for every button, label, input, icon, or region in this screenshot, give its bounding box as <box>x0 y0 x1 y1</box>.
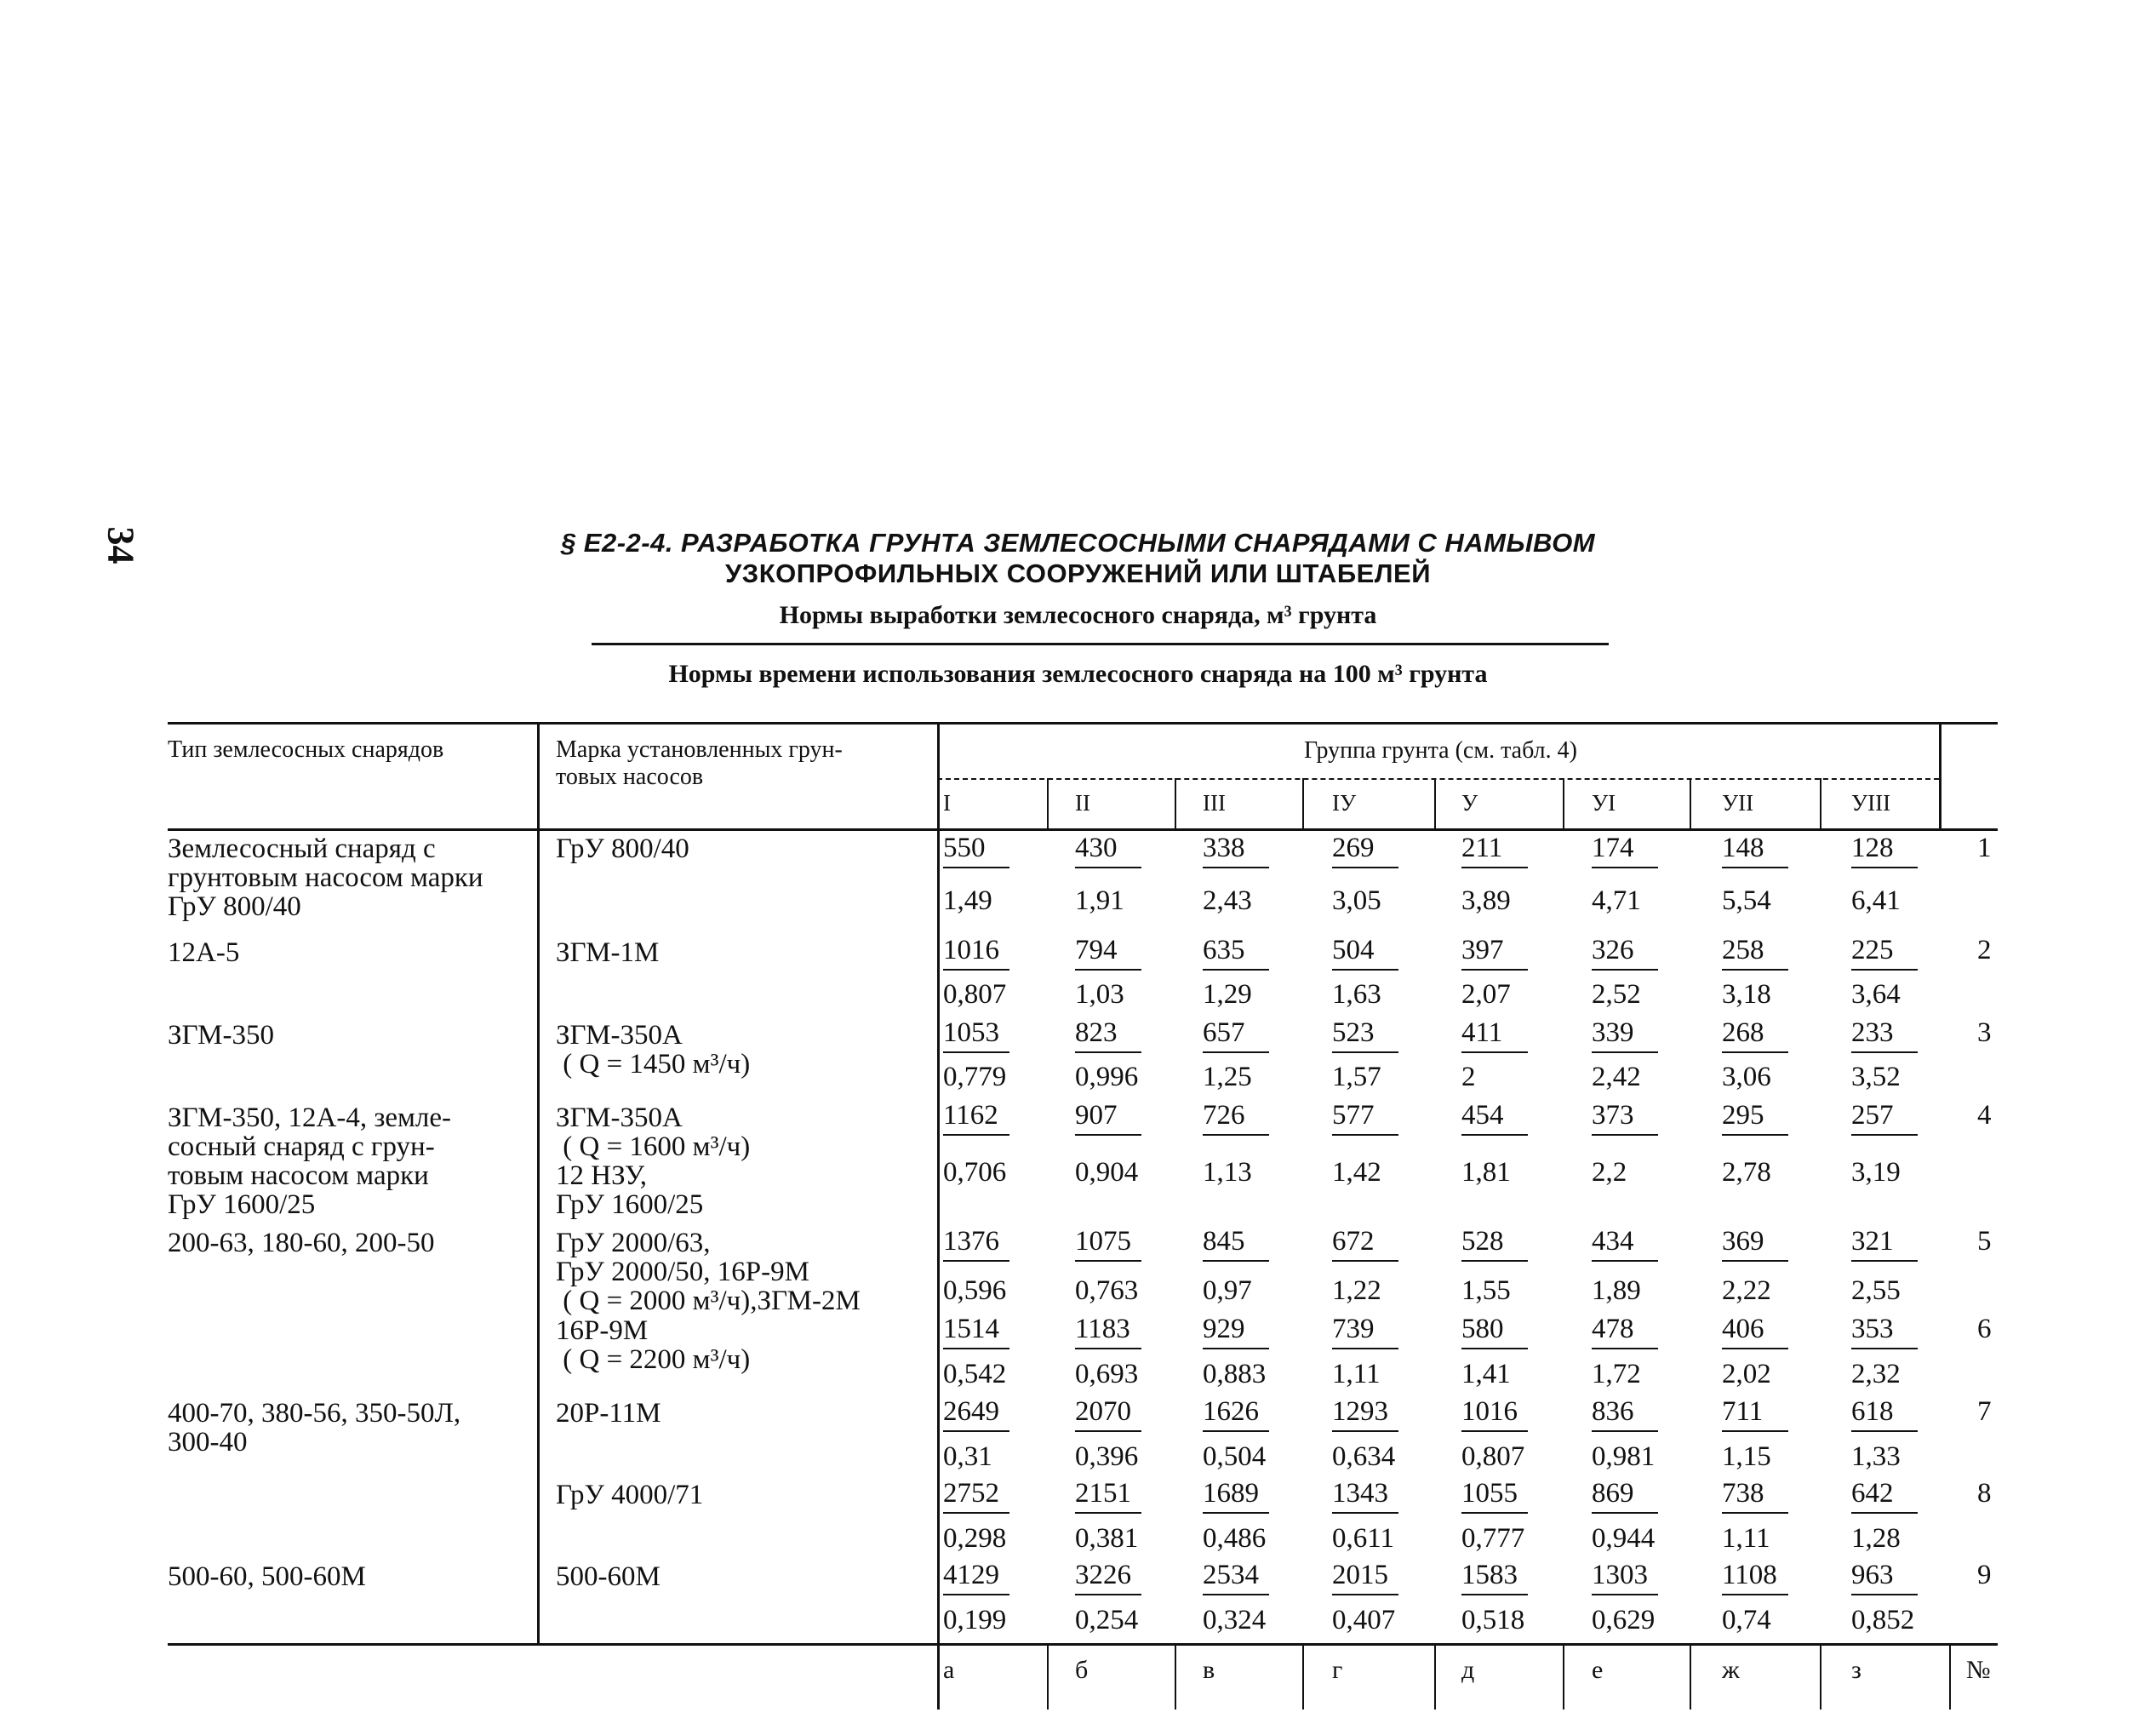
column-letter: в <box>1203 1656 1215 1684</box>
time-norm-value: 0,807 <box>1461 1441 1525 1472</box>
column-divider <box>537 722 540 1643</box>
column-letter: д <box>1461 1656 1475 1684</box>
output-norm-value: 1075 <box>1075 1226 1131 1257</box>
time-norm-value: 1,11 <box>1332 1359 1381 1389</box>
time-norm-value: 0,518 <box>1461 1605 1525 1635</box>
column-letter: а <box>943 1656 955 1684</box>
output-norm-value: 4129 <box>943 1560 999 1590</box>
fraction-bar <box>1461 1051 1528 1053</box>
fraction-bar <box>1203 1594 1269 1595</box>
time-norm-value: 0,706 <box>943 1157 1007 1188</box>
time-norm-value: 2,2 <box>1592 1157 1627 1188</box>
fraction-bar <box>1075 969 1141 971</box>
time-norm-value: 0,74 <box>1722 1605 1771 1635</box>
brand-column-header-2: товых насосов <box>556 764 704 790</box>
output-norm-value: 550 <box>943 833 986 863</box>
output-norm-value: 794 <box>1075 935 1118 965</box>
letter-column-divider <box>1175 1643 1176 1710</box>
soil-group-label: У <box>1461 790 1478 816</box>
letter-column-divider <box>1434 1643 1436 1710</box>
fraction-bar <box>1851 1134 1918 1136</box>
output-norm-value: 823 <box>1075 1017 1118 1048</box>
output-norm-value: 845 <box>1203 1226 1245 1257</box>
time-norm-value: 0,981 <box>1592 1441 1656 1472</box>
fraction-bar <box>1332 1594 1398 1595</box>
output-norm-value: 642 <box>1851 1478 1894 1509</box>
fraction-bar <box>943 1051 1009 1053</box>
time-norm-value: 0,504 <box>1203 1441 1267 1472</box>
time-norm-value: 1,29 <box>1203 979 1252 1010</box>
time-norm-value: 0,298 <box>943 1523 1007 1554</box>
time-norm-value: 2,43 <box>1203 885 1252 916</box>
output-norm-value: 672 <box>1332 1226 1375 1257</box>
time-norm-value: 2,55 <box>1851 1275 1901 1306</box>
fraction-bar <box>943 1348 1009 1349</box>
output-norm-value: 836 <box>1592 1396 1634 1427</box>
output-norm-value: 258 <box>1722 935 1764 965</box>
time-norm-value: 0,254 <box>1075 1605 1139 1635</box>
fraction-bar <box>1075 1051 1141 1053</box>
time-norm-value: 0,542 <box>943 1359 1007 1389</box>
fraction-bar <box>1592 1348 1658 1349</box>
output-norm-value: 1053 <box>943 1017 999 1048</box>
soil-group-header: Группа грунта (см. табл. 4) <box>1304 737 1577 764</box>
output-norm-value: 1055 <box>1461 1478 1518 1509</box>
fraction-bar <box>1332 1260 1398 1262</box>
time-norm-value: 1,28 <box>1851 1523 1901 1554</box>
output-norm-value: 148 <box>1722 833 1764 863</box>
time-norm-value: 2,22 <box>1722 1275 1771 1306</box>
brand-column-header: Марка установленных грун- <box>556 736 843 763</box>
table-bottom-border <box>168 1643 1998 1646</box>
row-number: 4 <box>1977 1100 1992 1131</box>
output-norm-value: 2752 <box>943 1478 999 1509</box>
fraction-bar <box>1203 867 1269 868</box>
row-number: 8 <box>1977 1478 1992 1509</box>
time-norm-value: 0,996 <box>1075 1062 1139 1092</box>
section-title-continued: УЗКОПРОФИЛЬНЫХ СООРУЖЕНИЙ ИЛИ ШТАБЕЛЕЙ <box>725 558 1431 588</box>
fraction-bar <box>943 1134 1009 1136</box>
norm-output-caption: Нормы выработки землесосного снаряда, м³ грунта <box>779 601 1377 629</box>
fraction-bar <box>1332 1051 1398 1053</box>
output-norm-value: 411 <box>1461 1017 1503 1048</box>
fraction-bar <box>1075 1134 1141 1136</box>
time-norm-value: 0,634 <box>1332 1441 1396 1472</box>
group-column-divider <box>1820 778 1821 828</box>
fraction-bar <box>1461 969 1528 971</box>
fraction-divider-rule <box>592 643 1609 645</box>
fraction-bar <box>943 1260 1009 1262</box>
time-norm-value: 1,81 <box>1461 1157 1511 1188</box>
fraction-bar <box>1461 1430 1528 1432</box>
time-norm-value: 1,03 <box>1075 979 1124 1010</box>
row-number: 1 <box>1977 833 1992 863</box>
row-number: 2 <box>1977 935 1992 965</box>
time-norm-value: 1,72 <box>1592 1359 1641 1389</box>
soil-group-label: III <box>1203 790 1226 816</box>
pump-brand: ГрУ 4000/71 <box>556 1480 704 1510</box>
group-column-divider <box>1690 778 1691 828</box>
output-norm-value: 454 <box>1461 1100 1504 1131</box>
page-number: 34 <box>100 526 142 564</box>
fraction-bar <box>1461 1512 1528 1514</box>
output-norm-value: 1293 <box>1332 1396 1388 1427</box>
output-norm-value: 2534 <box>1203 1560 1259 1590</box>
fraction-bar <box>1203 1134 1269 1136</box>
output-norm-value: 577 <box>1332 1100 1375 1131</box>
time-norm-value: 0,396 <box>1075 1441 1139 1472</box>
letter-column-divider <box>1820 1643 1821 1710</box>
output-norm-value: 1626 <box>1203 1396 1259 1427</box>
fraction-bar <box>1203 1051 1269 1053</box>
time-norm-value: 1,91 <box>1075 885 1124 916</box>
output-norm-value: 523 <box>1332 1017 1375 1048</box>
time-norm-value: 0,779 <box>943 1062 1007 1092</box>
time-norm-value: 1,11 <box>1722 1523 1770 1554</box>
time-norm-value: 0,97 <box>1203 1275 1252 1306</box>
fraction-bar <box>1461 1348 1528 1349</box>
column-letter: г <box>1332 1656 1343 1684</box>
column-letter: б <box>1075 1656 1089 1684</box>
dredger-type: 500-60, 500-60М <box>168 1561 366 1592</box>
soil-group-label: II <box>1075 790 1090 816</box>
pump-brand: ЗГМ-350А ( Q = 1450 м³/ч) <box>556 1020 751 1080</box>
fraction-bar <box>1722 1348 1788 1349</box>
column-letter: е <box>1592 1656 1604 1684</box>
time-norm-value: 3,52 <box>1851 1062 1901 1092</box>
time-norm-value: 0,693 <box>1075 1359 1139 1389</box>
group-header-divider <box>937 778 1939 780</box>
column-letter: ж <box>1722 1656 1740 1684</box>
time-norm-value: 1,42 <box>1332 1157 1381 1188</box>
row-number: 5 <box>1977 1226 1992 1257</box>
fraction-bar <box>1851 867 1918 868</box>
fraction-bar <box>1075 867 1141 868</box>
time-norm-value: 1,49 <box>943 885 992 916</box>
time-norm-value: 1,25 <box>1203 1062 1252 1092</box>
output-norm-value: 174 <box>1592 833 1634 863</box>
time-norm-value: 0,883 <box>1203 1359 1267 1389</box>
fraction-bar <box>1592 969 1658 971</box>
letter-column-divider <box>1302 1643 1304 1710</box>
time-norm-value: 6,41 <box>1851 885 1901 916</box>
soil-group-label: I <box>943 790 951 816</box>
column-letter: № <box>1966 1656 1991 1684</box>
output-norm-value: 1376 <box>943 1226 999 1257</box>
time-norm-value: 1,33 <box>1851 1441 1901 1472</box>
type-column-header: Тип землесосных снарядов <box>168 736 444 763</box>
output-norm-value: 1183 <box>1075 1314 1130 1344</box>
time-norm-value: 2,02 <box>1722 1359 1771 1389</box>
output-norm-value: 3226 <box>1075 1560 1131 1590</box>
fraction-bar <box>1592 1260 1658 1262</box>
time-norm-value: 2,32 <box>1851 1359 1901 1389</box>
time-norm-value: 0,629 <box>1592 1605 1656 1635</box>
header-bottom-border <box>168 828 1998 831</box>
group-column-divider <box>1302 778 1304 828</box>
time-norm-value: 2,42 <box>1592 1062 1641 1092</box>
fraction-bar <box>943 1430 1009 1432</box>
output-norm-value: 738 <box>1722 1478 1764 1509</box>
time-norm-value: 1,63 <box>1332 979 1381 1010</box>
time-norm-value: 0,777 <box>1461 1523 1525 1554</box>
output-norm-value: 618 <box>1851 1396 1894 1427</box>
output-norm-value: 2015 <box>1332 1560 1388 1590</box>
pump-brand: 500-60М <box>556 1561 661 1592</box>
soil-group-label: IУ <box>1332 790 1357 816</box>
output-norm-value: 295 <box>1722 1100 1764 1131</box>
fraction-bar <box>1851 1260 1918 1262</box>
letter-column-divider <box>1949 1643 1951 1710</box>
letter-column-divider <box>1047 1643 1049 1710</box>
time-norm-value: 3,05 <box>1332 885 1381 916</box>
output-norm-value: 225 <box>1851 935 1894 965</box>
output-norm-value: 2649 <box>943 1396 999 1427</box>
dredger-type: 400-70, 380-56, 350-50Л, 300-40 <box>168 1398 461 1458</box>
output-norm-value: 397 <box>1461 935 1504 965</box>
fraction-bar <box>1332 867 1398 868</box>
output-norm-value: 1108 <box>1722 1560 1777 1590</box>
time-norm-value: 0,31 <box>943 1441 992 1472</box>
table-top-border <box>168 722 1998 725</box>
fraction-bar <box>1461 867 1528 868</box>
output-norm-value: 1343 <box>1332 1478 1388 1509</box>
dredger-type: Землесосный снаряд с грунтовым насосом марки ГрУ 800/40 <box>168 833 483 922</box>
dredger-type: ЗГМ-350 <box>168 1020 275 1051</box>
output-norm-value: 2070 <box>1075 1396 1131 1427</box>
dredger-type: ЗГМ-350, 12А-4, земле- сосный снаряд с грун- товым насосом марки ГрУ 1600/25 <box>168 1103 451 1220</box>
fraction-bar <box>1461 1260 1528 1262</box>
output-norm-value: 657 <box>1203 1017 1245 1048</box>
output-norm-value: 528 <box>1461 1226 1504 1257</box>
time-norm-value: 5,54 <box>1722 885 1771 916</box>
time-norm-value: 2,78 <box>1722 1157 1771 1188</box>
output-norm-value: 635 <box>1203 935 1245 965</box>
fraction-bar <box>1851 969 1918 971</box>
time-norm-value: 1,13 <box>1203 1157 1252 1188</box>
output-norm-value: 1689 <box>1203 1478 1259 1509</box>
time-norm-value: 3,89 <box>1461 885 1511 916</box>
output-norm-value: 963 <box>1851 1560 1894 1590</box>
group-column-divider <box>1563 778 1564 828</box>
output-norm-value: 269 <box>1332 833 1375 863</box>
fraction-bar <box>1075 1430 1141 1432</box>
fraction-bar <box>1722 1051 1788 1053</box>
output-norm-value: 1303 <box>1592 1560 1648 1590</box>
time-norm-value: 0,381 <box>1075 1523 1139 1554</box>
pump-brand: ГрУ 2000/63, ГрУ 2000/50, 16Р-9М ( Q = 2000 м³/ч),ЗГМ-2М <box>556 1228 861 1316</box>
group-column-divider <box>1175 778 1176 828</box>
group-column-divider <box>1434 778 1436 828</box>
time-norm-value: 3,64 <box>1851 979 1901 1010</box>
time-norm-value: 0,486 <box>1203 1523 1267 1554</box>
time-norm-value: 0,407 <box>1332 1605 1396 1635</box>
fraction-bar <box>1592 1134 1658 1136</box>
time-norm-value: 0,944 <box>1592 1523 1656 1554</box>
pump-brand: ГрУ 800/40 <box>556 833 689 864</box>
fraction-bar <box>943 1512 1009 1514</box>
pump-brand: ЗГМ-1М <box>556 937 660 968</box>
column-letter: з <box>1851 1656 1861 1684</box>
fraction-bar <box>1851 1512 1918 1514</box>
time-norm-value: 0,199 <box>943 1605 1007 1635</box>
time-norm-value: 0,324 <box>1203 1605 1267 1635</box>
pump-brand: 20Р-11М <box>556 1398 661 1429</box>
row-number: 3 <box>1977 1017 1992 1048</box>
output-norm-value: 353 <box>1851 1314 1894 1344</box>
fraction-bar <box>1075 1260 1141 1262</box>
fraction-bar <box>1592 1512 1658 1514</box>
time-norm-value: 1,55 <box>1461 1275 1511 1306</box>
fraction-bar <box>1851 1051 1918 1053</box>
norm-time-caption: Нормы времени использования землесосного снаряда на 100 м³ грунта <box>668 660 1488 688</box>
output-norm-value: 504 <box>1332 935 1375 965</box>
time-norm-value: 1,57 <box>1332 1062 1381 1092</box>
time-norm-value: 3,06 <box>1722 1062 1771 1092</box>
output-norm-value: 580 <box>1461 1314 1504 1344</box>
soil-group-label: УII <box>1722 790 1754 816</box>
section-title: § Е2-2-4. РАЗРАБОТКА ГРУНТА ЗЕМЛЕСОСНЫМИ СНАРЯДАМИ С НАМЫВОМ <box>560 528 1596 558</box>
fraction-bar <box>1075 1594 1141 1595</box>
output-norm-value: 211 <box>1461 833 1503 863</box>
letter-column-divider <box>1690 1643 1691 1710</box>
output-norm-value: 739 <box>1332 1314 1375 1344</box>
time-norm-value: 3,19 <box>1851 1157 1901 1188</box>
output-norm-value: 268 <box>1722 1017 1764 1048</box>
fraction-bar <box>1592 867 1658 868</box>
output-norm-value: 869 <box>1592 1478 1634 1509</box>
output-norm-value: 907 <box>1075 1100 1118 1131</box>
output-norm-value: 711 <box>1722 1396 1764 1427</box>
fraction-bar <box>1203 1512 1269 1514</box>
fraction-bar <box>1203 969 1269 971</box>
fraction-bar <box>1851 1348 1918 1349</box>
fraction-bar <box>1722 969 1788 971</box>
output-norm-value: 1162 <box>943 1100 998 1131</box>
output-norm-value: 233 <box>1851 1017 1894 1048</box>
output-norm-value: 339 <box>1592 1017 1634 1048</box>
fraction-bar <box>1592 1051 1658 1053</box>
fraction-bar <box>1203 1348 1269 1349</box>
fraction-bar <box>1203 1260 1269 1262</box>
time-norm-value: 0,611 <box>1332 1523 1395 1554</box>
output-norm-value: 478 <box>1592 1314 1634 1344</box>
time-norm-value: 0,807 <box>943 979 1007 1010</box>
time-norm-value: 0,763 <box>1075 1275 1139 1306</box>
fraction-bar <box>1722 867 1788 868</box>
time-norm-value: 0,596 <box>943 1275 1007 1306</box>
fraction-bar <box>1722 1134 1788 1136</box>
time-norm-value: 0,904 <box>1075 1157 1139 1188</box>
row-number: 7 <box>1977 1396 1992 1427</box>
fraction-bar <box>943 867 1009 868</box>
row-number: 6 <box>1977 1314 1992 1344</box>
output-norm-value: 1016 <box>943 935 999 965</box>
output-norm-value: 1016 <box>1461 1396 1518 1427</box>
time-norm-value: 3,18 <box>1722 979 1771 1010</box>
output-norm-value: 1583 <box>1461 1560 1518 1590</box>
soil-group-label: УI <box>1592 790 1616 816</box>
fraction-bar <box>1722 1512 1788 1514</box>
fraction-bar <box>1075 1348 1141 1349</box>
fraction-bar <box>1592 1594 1658 1595</box>
time-norm-value: 1,89 <box>1592 1275 1641 1306</box>
fraction-bar <box>1461 1594 1528 1595</box>
output-norm-value: 373 <box>1592 1100 1634 1131</box>
output-norm-value: 929 <box>1203 1314 1245 1344</box>
dredger-type: 12А-5 <box>168 937 240 968</box>
group-column-divider <box>1047 778 1049 828</box>
time-norm-value: 4,71 <box>1592 885 1641 916</box>
output-norm-value: 369 <box>1722 1226 1764 1257</box>
fraction-bar <box>1461 1134 1528 1136</box>
fraction-bar <box>1332 1134 1398 1136</box>
fraction-bar <box>1332 1348 1398 1349</box>
fraction-bar <box>1332 1512 1398 1514</box>
fraction-bar <box>1203 1430 1269 1432</box>
time-norm-value: 2 <box>1461 1062 1476 1092</box>
output-norm-value: 2151 <box>1075 1478 1131 1509</box>
fraction-bar <box>1722 1260 1788 1262</box>
fraction-bar <box>943 1594 1009 1595</box>
output-norm-value: 430 <box>1075 833 1118 863</box>
column-divider <box>937 722 940 1710</box>
output-norm-value: 406 <box>1722 1314 1764 1344</box>
time-norm-value: 2,52 <box>1592 979 1641 1010</box>
fraction-bar <box>943 969 1009 971</box>
fraction-bar <box>1332 1430 1398 1432</box>
fraction-bar <box>1592 1430 1658 1432</box>
fraction-bar <box>1332 969 1398 971</box>
time-norm-value: 1,15 <box>1722 1441 1771 1472</box>
output-norm-value: 434 <box>1592 1226 1634 1257</box>
pump-brand: ЗГМ-350А ( Q = 1600 м³/ч) 12 НЗУ, ГрУ 1600/25 <box>556 1103 751 1220</box>
dredger-type: 200-63, 180-60, 200-50 <box>168 1228 435 1258</box>
time-norm-value: 1,22 <box>1332 1275 1381 1306</box>
time-norm-value: 1,41 <box>1461 1359 1511 1389</box>
output-norm-value: 1514 <box>943 1314 999 1344</box>
output-norm-value: 726 <box>1203 1100 1245 1131</box>
time-norm-value: 2,07 <box>1461 979 1511 1010</box>
output-norm-value: 128 <box>1851 833 1894 863</box>
output-norm-value: 257 <box>1851 1100 1894 1131</box>
output-norm-value: 321 <box>1851 1226 1894 1257</box>
fraction-bar <box>1722 1430 1788 1432</box>
fraction-bar <box>1851 1594 1918 1595</box>
time-norm-value: 0,852 <box>1851 1605 1915 1635</box>
output-norm-value: 326 <box>1592 935 1634 965</box>
fraction-bar <box>1851 1430 1918 1432</box>
letter-column-divider <box>1563 1643 1564 1710</box>
fraction-bar <box>1075 1512 1141 1514</box>
output-norm-value: 338 <box>1203 833 1245 863</box>
fraction-bar <box>1722 1594 1788 1595</box>
soil-group-label: УIII <box>1851 790 1891 816</box>
pump-brand: 16Р-9М ( Q = 2200 м³/ч) <box>556 1315 751 1375</box>
row-number: 9 <box>1977 1560 1992 1590</box>
